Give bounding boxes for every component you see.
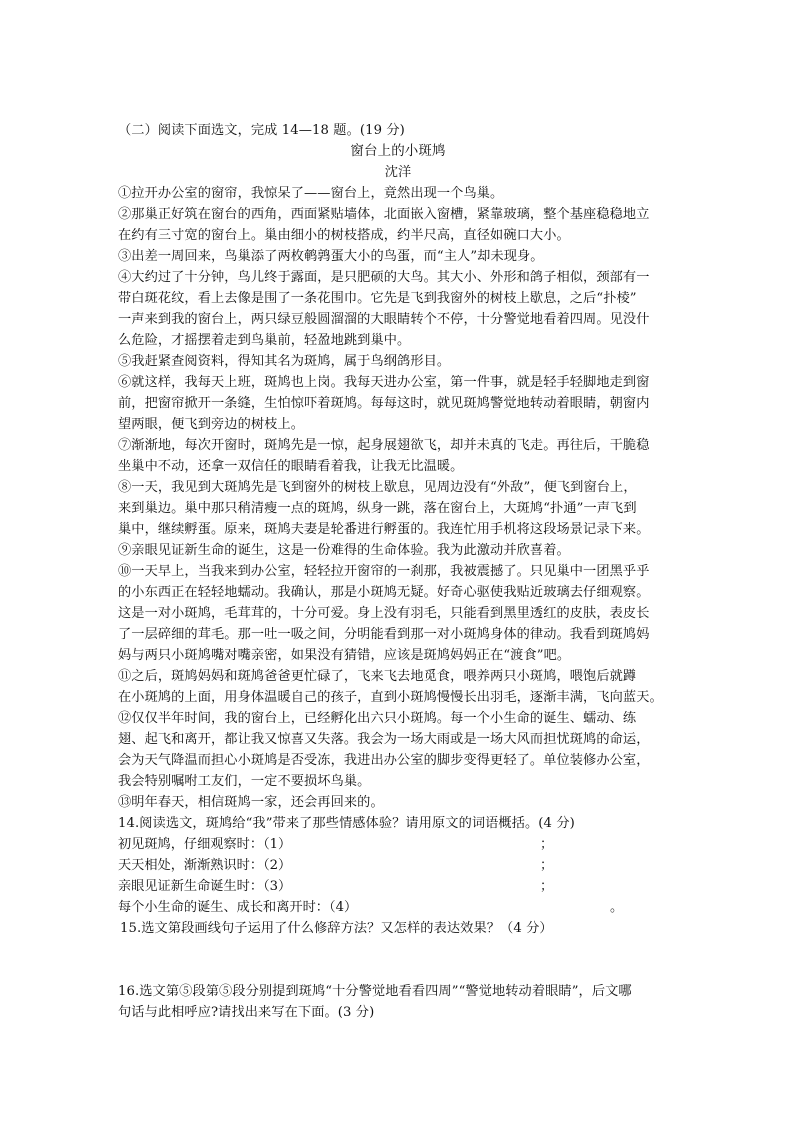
article-line: ⑦渐渐地，每次开窗时，斑鸠先是一惊，起身展翅欲飞，却并未真的飞走。再往后，干脆稳: [118, 438, 650, 453]
section-header: （二）阅读下面选文，完成 14—18 题。(19 分): [118, 123, 405, 138]
article-line: ③出差一周回来，鸟巢添了两枚鹌鹑蛋大小的鸟蛋，而“主人”却未现身。: [118, 249, 544, 264]
article-line: ⑩一天早上，当我来到办公室，轻轻拉开窗帘的一刹那，我被震撼了。只见巢中一团黑乎乎: [118, 564, 650, 579]
article-line: ⑫仅仅半年时间，我的窗台上，已经孵化出六只小斑鸠。每一个小生命的诞生、蠕动、练: [118, 711, 637, 726]
article-line: ④大约过了十分钟，鸟儿终于露面，是只肥硕的大鸟。其大小、外形和鸽子相似，颈部有一: [118, 270, 650, 285]
answer-row-4: [118, 897, 678, 918]
answer-end-2: ；: [540, 858, 554, 873]
article-line: 前，把窗帘掀开一条缝，生怕惊吓着斑鸠。每每这时，就见斑鸠警觉地转动着眼睛，朝窗内: [118, 396, 650, 411]
article-line: 在小斑鸠的上面，用身体温暖自己的孩子，直到小斑鸠慢慢长出羽毛，逐渐丰满，飞向蓝天。: [118, 690, 663, 705]
question-14: [118, 813, 678, 918]
article-line: 望两眼，便飞到旁边的树枝上。: [118, 417, 305, 432]
question-15: 15.选文第段画线句子运用了什么修辞方法？又怎样的表达效果？（4 分）: [120, 921, 553, 936]
article-line: 翅、起飞和离开，都让我又惊喜又失落。我会为一场大雨或是一场大风而担忧斑鸠的命运，: [118, 732, 650, 747]
exam-page: [118, 120, 678, 1023]
answer-row-2: [118, 855, 678, 876]
article-line: 么危险，才摇摆着走到鸟巢前，轻盈地跳到巢中。: [118, 333, 411, 348]
article-line: 这是一对小斑鸠，毛茸茸的，十分可爱。身上没有羽毛，只能看到黑里透红的皮肤，表皮长: [118, 606, 650, 621]
article-line: 我会特别嘱咐工友们，一定不要损坏鸟巢。: [118, 774, 371, 789]
answer-end-1: ；: [540, 837, 554, 852]
answer-label-4: 每个小生命的诞生、成长和离开时：（4）: [118, 900, 358, 915]
article-line: ⑤我赶紧查阅资料，得知其名为斑鸠，属于鸟纲鸽形目。: [118, 354, 451, 369]
article-line: 会为天气降温而担心小斑鸠是否受冻，我进出办公室的脚步变得更轻了。单位装修办公室，: [118, 753, 650, 768]
article-line: 在约有三寸宽的窗台上。巢由细小的树枝搭成，约半尺高，直径如碗口大小。: [118, 228, 570, 243]
answer-end-4: 。: [610, 900, 624, 915]
article-line: ⑨亲眼见证新生命的诞生，这是一份难得的生命体验。我为此激动并欣喜着。: [118, 543, 570, 558]
article-line: 妈与两只小斑鸠嘴对嘴亲密，如果没有猜错，应该是斑鸠妈妈正在“渡食”吧。: [118, 648, 571, 663]
article-line: ⑪之后，斑鸠妈妈和斑鸠爸爸更忙碌了，飞来飞去地觅食，喂养两只小斑鸠，喂饱后就蹲: [118, 669, 637, 684]
article-line: ①拉开办公室的窗帘，我惊呆了——窗台上，竟然出现一个鸟巢。: [118, 186, 504, 201]
article-line: 的小东西正在轻轻地蠕动。我确认，那是小斑鸠无疑。好奇心驱使我贴近玻璃去仔细观察。: [118, 585, 650, 600]
article-line: ②那巢正好筑在窗台的西角，西面紧贴墙体，北面嵌入窗槽，紧靠玻璃，整个基座稳稳地立: [118, 207, 650, 222]
article-line: ⑥就这样，我每天上班，斑鸠也上岗。我每天进办公室，第一件事，就是轻手轻脚地走到窗: [118, 375, 650, 390]
article-author: 沈洋: [384, 165, 412, 180]
answer-row-3: [118, 876, 678, 897]
article-line: 巢中，继续孵蛋。原来，斑鸠夫妻是轮番进行孵蛋的。我连忙用手机将这段场景记录下来。: [118, 522, 650, 537]
article-line: ⑧一天，我见到大斑鸠先是飞到窗外的树枝上歇息，见周边没有“外敌”，便飞到窗台上，: [118, 480, 637, 495]
answer-space: [118, 939, 678, 981]
article-line: 来到巢边。巢中那只稍清瘦一点的斑鸠，纵身一跳，落在窗台上，大斑鸠“扑通”一声飞到: [118, 501, 637, 516]
answer-label-3: 亲眼见证新生命诞生时：（3）: [118, 879, 292, 894]
question-16-line-2: 句话与此相呼应?请找出来写在下面。(3 分): [118, 1005, 375, 1020]
answer-row-1: [118, 834, 678, 855]
article-line: 一声来到我的窗台上，两只绿豆般圆溜溜的大眼睛转个不停，十分警觉地看着四周。见没什: [118, 312, 650, 327]
article-line: 了一层碎细的茸毛。那一吐一吸之间，分明能看到那一对小斑鸠身体的律动。我看到斑鸠妈: [118, 627, 650, 642]
question-16-line-1: 16.选文第⑤段第⑤段分别提到斑鸠“十分警觉地看看四周”“警觉地转动着眼睛”，后文哪: [118, 984, 632, 999]
answer-label-1: 初见斑鸠，仔细观察时：（1）: [118, 837, 292, 852]
question-16: [118, 981, 678, 1023]
article-line: ⑬明年春天，相信斑鸠一家，还会再回来的。: [118, 795, 384, 810]
article-body: [118, 183, 678, 813]
answer-end-3: ；: [540, 879, 554, 894]
question-14-prompt: 14.阅读选文，斑鸠给“我”带来了那些情感体验？请用原文的词语概括。(4 分): [118, 816, 575, 831]
article-line: 带白斑花纹，看上去像是围了一条花围巾。它先是飞到我窗外的树枝上歇息，之后“扑棱”: [118, 291, 637, 306]
answer-label-2: 天天相处，渐渐熟识时：（2）: [118, 858, 292, 873]
article-title: 窗台上的小斑鸠: [350, 143, 446, 159]
article-line: 坐巢中不动，还拿一双信任的眼睛看着我，让我无比温暖。: [118, 459, 464, 474]
